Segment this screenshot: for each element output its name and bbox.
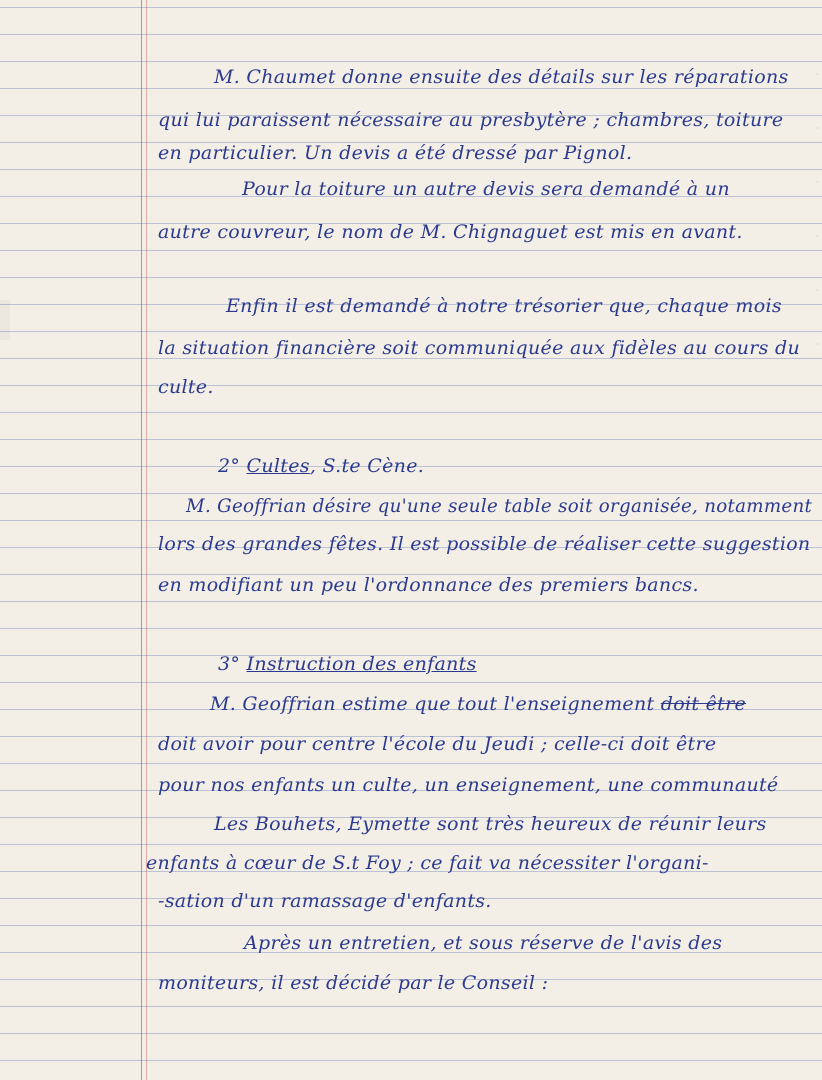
text-line: culte. — [158, 376, 214, 398]
show-through-ink: . . . . . . — [814, 60, 820, 349]
section-subtitle: , S.te Cène. — [309, 455, 425, 477]
text-line: en particulier. Un devis a été dressé par Pignol. — [158, 142, 633, 164]
text-line: qui lui paraissent nécessaire au presbytère ; chambres, toiture — [158, 109, 784, 131]
section-number: 2° — [218, 455, 241, 477]
text-line: -sation d'un ramassage d'enfants. — [158, 890, 492, 912]
text-line: autre couvreur, le nom de M. Chignaguet est mis en avant. — [158, 221, 743, 243]
text-line: en modifiant un peu l'ordonnance des premiers bancs. — [158, 574, 699, 596]
text-line: M. Chaumet donne ensuite des détails sur les réparations — [214, 66, 789, 88]
text-line: Les Bouhets, Eymette sont très heureux de réunir leurs — [214, 813, 767, 835]
text-line — [210, 693, 746, 715]
text-line: enfants à cœur de S.t Foy ; ce fait va nécessiter l'organi- — [146, 852, 709, 874]
section-title: Cultes — [246, 455, 310, 477]
section-number: 3° — [218, 653, 241, 675]
section-heading-instruction — [218, 653, 477, 675]
text-line: Pour la toiture un autre devis sera demandé à un — [242, 178, 730, 200]
page-edge-shadow — [0, 300, 10, 340]
text-line: Après un entretien, et sous réserve de l'avis des — [244, 932, 723, 954]
text-fragment: M. Geoffrian estime que tout l'enseignement — [210, 693, 655, 715]
text-line: lors des grandes fêtes. Il est possible de réaliser cette suggestion — [158, 533, 811, 555]
section-title: Instruction des enfants — [246, 653, 477, 675]
margin-line — [141, 0, 142, 1080]
text-line: la situation financière soit communiquée aux fidèles au cours du — [158, 337, 801, 359]
text-line: M. Geoffrian désire qu'une seule table soit organisée, notamment — [186, 495, 813, 517]
section-heading-cultes — [218, 455, 424, 477]
text-line: doit avoir pour centre l'école du Jeudi ; celle-ci doit être — [158, 733, 717, 755]
text-line: moniteurs, il est décidé par le Conseil : — [158, 972, 549, 994]
struck-text: doit être — [660, 693, 747, 715]
text-line: Enfin il est demandé à notre trésorier que, chaque mois — [226, 295, 782, 317]
margin-line-inner — [146, 0, 147, 1080]
text-line: pour nos enfants un culte, un enseignement, une communauté — [158, 774, 779, 796]
